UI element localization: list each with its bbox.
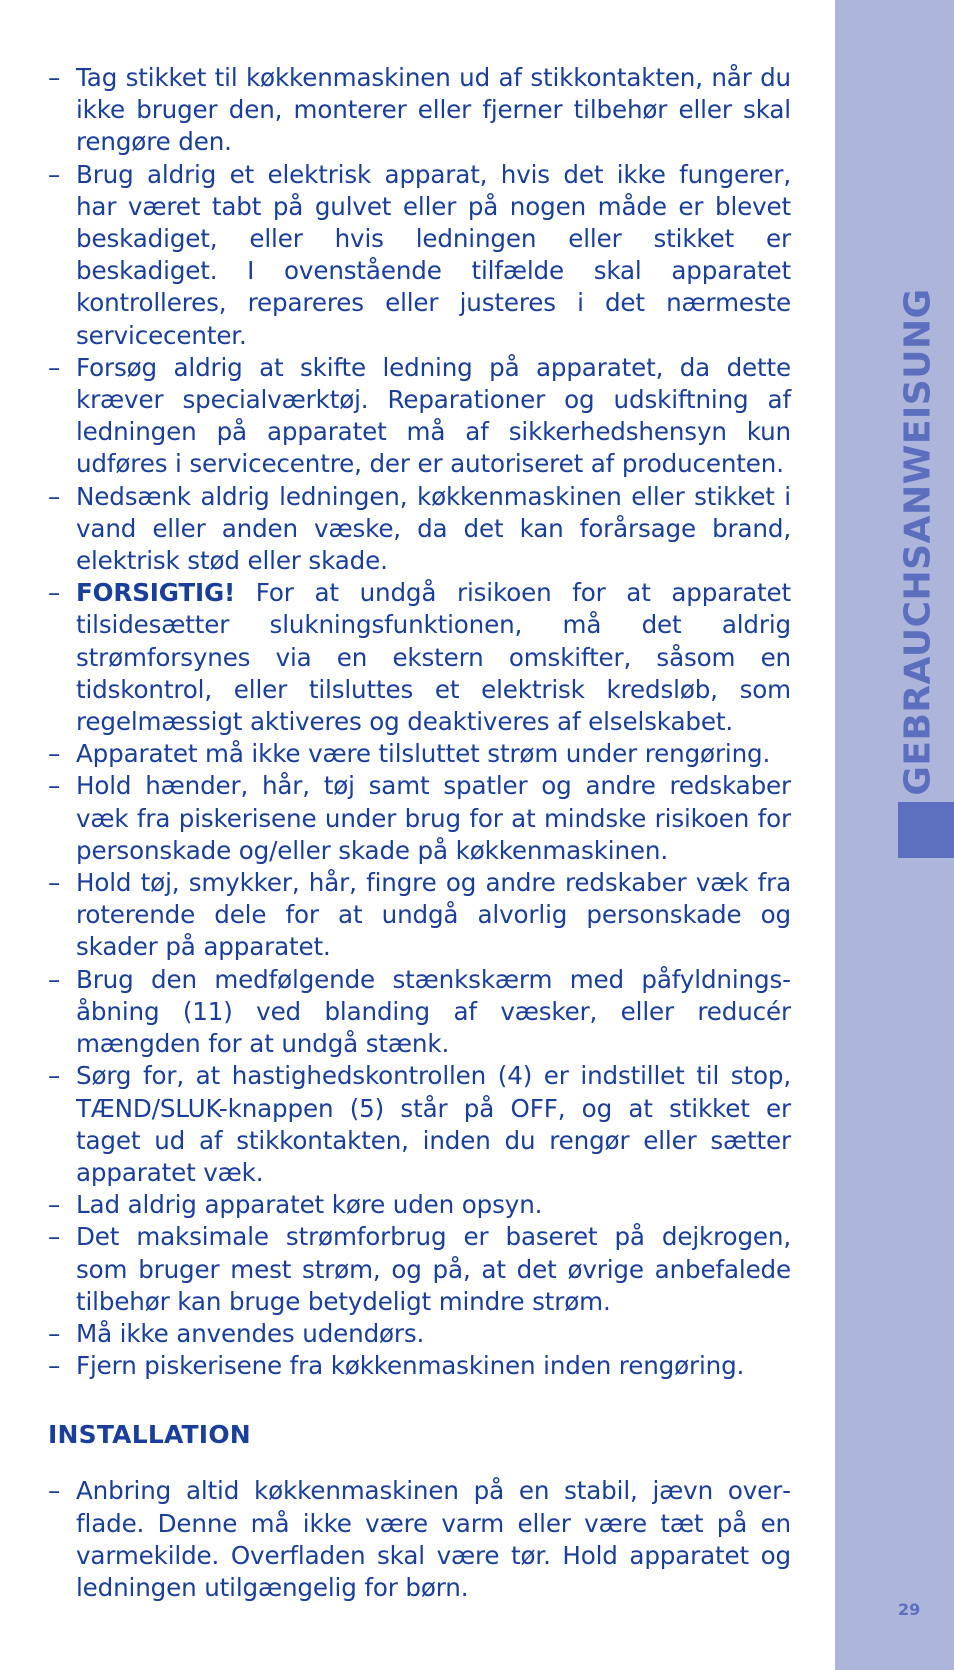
bullet-dash: – [48,1222,61,1252]
bullet-dash: – [48,63,61,92]
list-item-text: Sørg for, at hastighedskontrollen (4) er indstillet til stop, TÆND/SLUK-knappen (5) står på OFF, og at stikket er taget ud af stikkontakten, inden du rengør eller sætter apparatet væk. [76,1061,791,1187]
list-item [48,577,791,738]
bullet-dash: – [48,739,61,769]
warning-label: FORSIGTIG! [76,578,236,608]
list-item [48,159,791,352]
installation-list [48,1475,791,1604]
list-item [48,62,791,159]
bullet-dash: – [48,771,61,801]
list-item [48,1060,791,1189]
list-item-text: Fjern piskerisene fra køkkenmaskinen inden rengøring. [76,1351,745,1381]
list-item [48,1350,791,1382]
safety-list [48,62,791,1382]
main-content [48,62,791,1604]
list-item [48,1475,791,1604]
list-item [48,481,791,578]
bullet-dash: – [48,1318,61,1348]
bullet-dash: – [48,481,61,511]
list-item-text: Nedsænk aldrig ledningen, køkkenmaskinen eller stikket i vand eller anden væske, da det kan forårsage brand, elektrisk stød eller skade. [76,481,791,576]
list-item-text: Det maksimale strømforbrug er baseret på dejkrogen, som bruger mest strøm, og på, at det øvrige anbefalede tilbehør kan bruge betydeligt mindre strøm. [76,1222,791,1316]
bullet-dash: – [48,964,61,994]
section-title-installation: INSTALLATION [48,1420,251,1450]
list-item [48,964,791,1061]
list-item-text: Forsøg aldrig at skifte ledning på apparatet, da dette kræver specialværktøj. Reparationer og udskiftning af ledningen på apparatet må af sikkerhedshensyn kun udføres i servicecentre, der er autoriseret af producenten. [76,352,791,479]
sidebar-section-label: GEBRAUCHSANWEISUNG [897,288,939,796]
list-item-text: Apparatet må ikke være tilsluttet strøm under rengøring. [76,739,771,769]
list-item-text: Brug den medfølgende stænkskærm med påfyldningsåbning (11) ved blanding af væsker, eller reducér mængden for at undgå stænk. [76,964,791,1059]
list-item [48,1318,791,1350]
list-item-text: Tag stikket til køkkenmaskinen ud af stikkontakten, når du ikke bruger den, monterer eller fjerner tilbehør eller skal rengøre den. [76,63,791,157]
bullet-dash: – [48,159,61,189]
sidebar-tab-marker [898,802,954,858]
list-item [48,738,791,770]
bullet-dash: – [48,1061,61,1091]
list-item-text: Må ikke anvendes udendørs. [76,1318,425,1348]
list-item [48,352,791,481]
bullet-dash: – [48,352,61,382]
list-item-text: For at undgå risikoen for at apparatet tilsidesætter slukningsfunktionen, må det aldrig strømforsynes via en ekstern omskifter, såsom en tidskontrol, eller tilsluttes et elektrisk kredsløb, som regelmæssigt aktiveres og deaktiveres af elselskabet. [76,578,791,737]
list-item-text: Lad aldrig apparatet køre uden opsyn. [76,1190,543,1220]
bullet-dash: – [48,578,61,608]
bullet-dash: – [48,1476,61,1506]
list-item-text: Hold hænder, hår, tøj samt spatler og andre redskaber væk fra piskerisene under brug for at mindske risikoen for personskade og/eller skade på køkkenmaskinen. [76,771,791,865]
bullet-dash: – [48,868,61,898]
list-item [48,1189,791,1221]
list-item [48,867,791,964]
bullet-dash: – [48,1351,61,1381]
list-item-text: Brug aldrig et elektrisk apparat, hvis det ikke fungerer, har været tabt på gulvet eller på nogen måde er blevet beskadiget, eller hvis ledningen eller stikket er beskadiget. I ovenstående tilfælde skal apparatet kontrolleres, repareres eller justeres i det nærmeste servicecenter. [76,159,791,350]
bullet-dash: – [48,1190,61,1220]
list-item-text: Anbring altid køkkenmaskinen på en stabil, jævn overflade. Denne må ikke være varm eller være tæt på en varmekilde. Overfladen skal være tør. Hold apparatet og ledningen utilgængelig for børn. [76,1476,791,1602]
page-number: 29 [898,1600,921,1619]
list-item-text: Hold tøj, smykker, hår, fingre og andre redskaber væk fra roterende dele for at undgå alvorlig personskade og skader på apparatet. [76,868,791,962]
list-item [48,1221,791,1318]
list-item [48,770,791,867]
